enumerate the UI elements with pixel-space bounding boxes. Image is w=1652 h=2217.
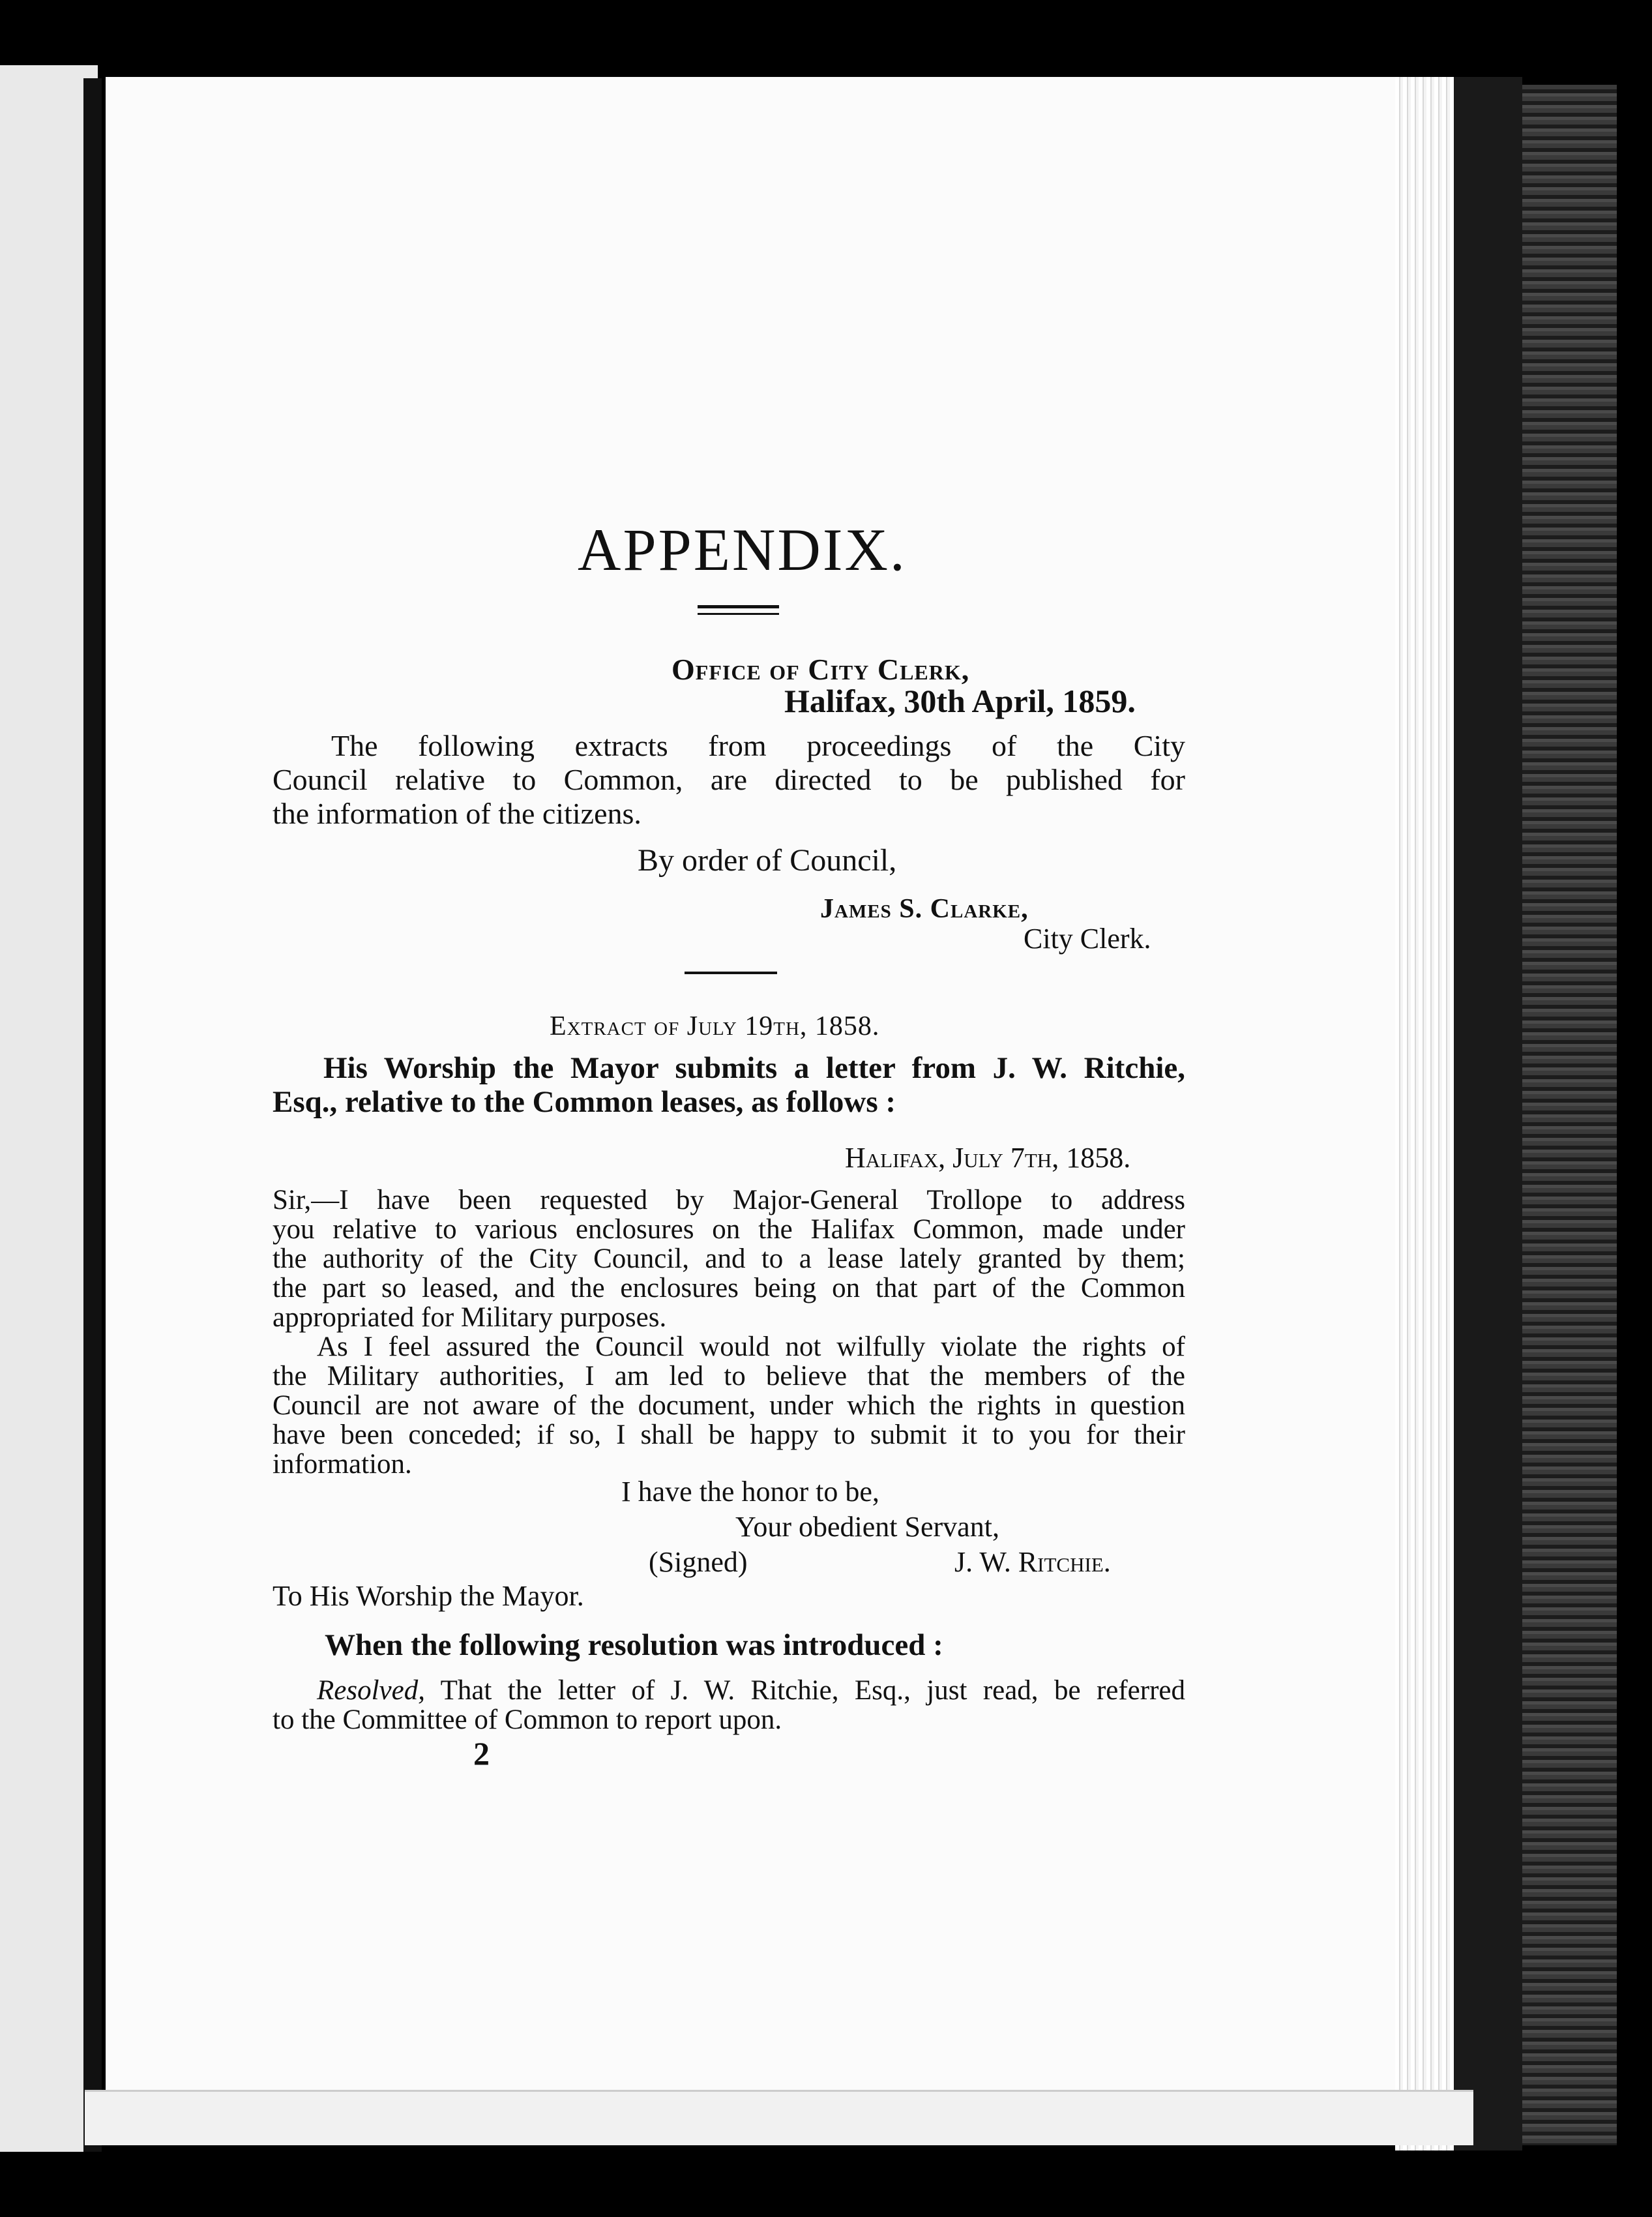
letter-line-10: information. — [273, 1449, 412, 1480]
letter-line-3: the authority of the City Council, and to a lease lately granted by them; — [273, 1243, 1185, 1274]
bottom-page-edge — [85, 2090, 1473, 2145]
title-rule — [698, 605, 779, 608]
book-gutter — [83, 78, 102, 2152]
resolved-line-1: Resolved, That the letter of J. W. Ritchie, Esq., just read, be referred — [317, 1675, 1185, 1706]
page-stack-edges — [1395, 77, 1454, 2150]
clerk-title: City Clerk. — [1024, 923, 1151, 955]
notice-line-3: the information of the citizens. — [273, 797, 642, 830]
intro-line-1: His Worship the Mayor submits a letter from J. W. Ritchie, — [323, 1051, 1185, 1085]
section-rule — [685, 972, 777, 974]
title-rule-lower — [698, 613, 779, 615]
letter-line-1: Sir,—I have been requested by Major-General Trollope to address — [273, 1185, 1185, 1215]
signer-name: J. W. Ritchie. — [954, 1546, 1111, 1578]
cover-gap — [1454, 77, 1522, 2150]
notice-line-1: The following extracts from proceedings of the City — [331, 729, 1185, 762]
letter-line-2: you relative to various enclosures on the Halifax Common, made under — [273, 1214, 1185, 1245]
place-date: Halifax, 30th April, 1859. — [784, 683, 1136, 719]
addressee: To His Worship the Mayor. — [273, 1580, 584, 1612]
letter-line-8: Council are not aware of the document, under which the rights in question — [273, 1390, 1185, 1421]
closing-line-1: I have the honor to be, — [621, 1476, 879, 1508]
signed-label: (Signed) — [649, 1546, 748, 1578]
letter-line-5: appropriated for Military purposes. — [273, 1302, 667, 1333]
letter-line-9: have been conceded; if so, I shall be happy to submit it to you for their — [273, 1420, 1185, 1450]
page-title: APPENDIX. — [578, 516, 907, 583]
resolved-line-2: to the Committee of Common to report upon. — [273, 1704, 782, 1735]
letter-date: Halifax, July 7th, 1858. — [845, 1142, 1131, 1174]
resolution-intro: When the following resolution was introduced : — [325, 1628, 943, 1662]
letter-line-7: the Military authorities, I am led to believe that the members of the — [273, 1361, 1185, 1391]
book-cover-edge — [1522, 85, 1617, 2145]
office-line: Office of City Clerk, — [671, 653, 970, 686]
intro-line-2: Esq., relative to the Common leases, as follows : — [273, 1085, 896, 1119]
closing-line-2: Your obedient Servant, — [735, 1511, 999, 1543]
letter-line-4: the part so leased, and the enclosures being on that part of the Common — [273, 1273, 1185, 1303]
notice-line-2: Council relative to Common, are directed to be published for — [273, 763, 1185, 796]
extract-heading: Extract of July 19th, 1858. — [550, 1011, 880, 1041]
letter-line-6: As I feel assured the Council would not wilfully violate the rights of — [317, 1332, 1185, 1362]
page-signature-mark: 2 — [473, 1735, 490, 1772]
clerk-name: James S. Clarke, — [820, 894, 1029, 924]
by-order: By order of Council, — [638, 843, 897, 878]
